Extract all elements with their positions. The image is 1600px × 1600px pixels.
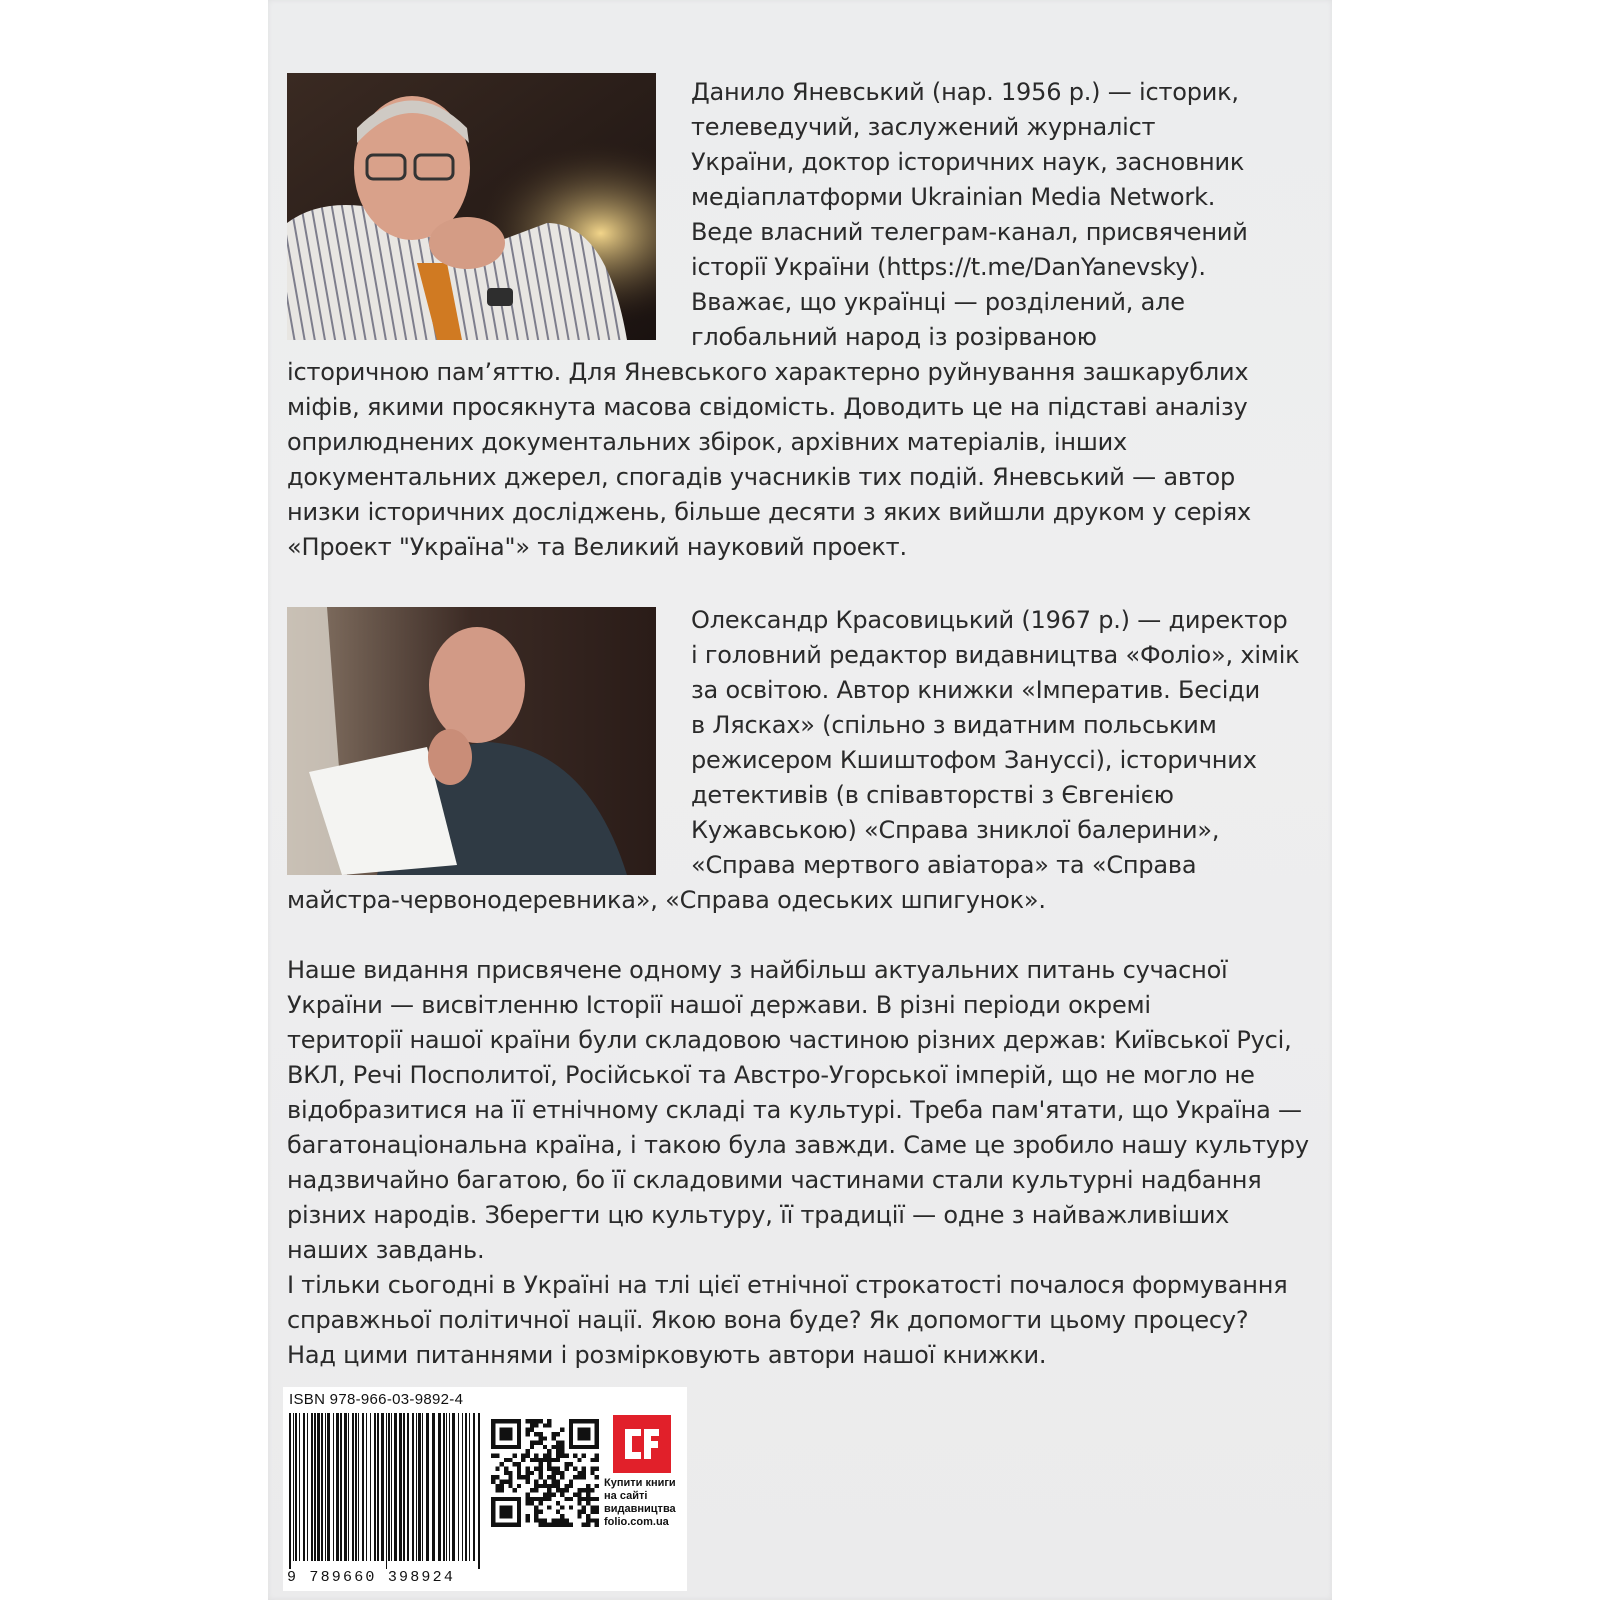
ean-digits: 9 789660 398924 (287, 1569, 456, 1586)
ean-barcode (287, 1413, 483, 1569)
barcode-panel (283, 1387, 687, 1591)
book-annotation: Наше видання присвячене одному з найбільш актуальних питань сучасної України — висвітленню Історії нашої держави. В різні періоди окремі території нашої країни були складовою частиною різних держав: Київської Русі, ВКЛ, Речі Посполитої, Російської та Австро-Угорської імперій, що не могло не відобразитися на її етнічному складі та культурі. Треба пам'ятати, що Україна — багатонаціональна країна, і такою була завжди. Саме це зробило нашу культуру надзвичайно багатою, бо її складовими частинами стали культурні надбання різних народів. Зберегти цю культуру, її традиції — одне з найважливіших наших завдань. І тільки сьогодні в Україні на тлі цієї етнічної строкатості почалося формування справжньої політичної нації. Якою вона буде? Як допомогти цьому процесу? Над цими питаннями і розмірковують автори нашої книжки. (287, 956, 1309, 1369)
isbn-label: ISBN 978-966-03-9892-4 (289, 1391, 464, 1408)
author2-bio-bottom: майстра-червонодеревника», «Справа одеських шпигунок». (287, 886, 1046, 914)
author1-bio-bottom: історичною пам’яттю. Для Яневського характерно руйнування зашкарублих міфів, якими просякнута масова свідомість. Доводить це на підставі аналізу оприлюднених документальних збірок, архівних матеріалів, інших документальних джерел, спогадів учасників тих подій. Яневський — автор низки історичних досліджень, більше десяти з яких вийшли друком у серіях «Проект "Україна"» та Великий науковий проект. (287, 358, 1251, 561)
author2-photo (287, 607, 656, 875)
qr-code (491, 1419, 599, 1527)
author1-photo (287, 73, 656, 340)
author1-bio-top: Данило Яневський (нар. 1956 р.) — історик, телеведучий, заслужений журналіст України, доктор історичних наук, засновник медіаплатформи Ukrainian Media Network. Веде власний телеграм-канал, присвячений історії України (https://t.me/DanYanevsky). Вважає, що українці — розділений, але глобальний народ із розірваною (691, 78, 1248, 351)
publisher-caption: Купити книги на сайті видавництва folio.com.ua (604, 1477, 676, 1528)
folio-logo (613, 1415, 671, 1473)
author2-bio-top: Олександр Красовицький (1967 р.) — директор і головний редактор видавництва «Фоліо», хімік за освітою. Автор книжки «Імператив. Бесіди в Лясках» (спільно з видатним польським режисером Кшиштофом Занусcі), історичних детективів (в співавторстві з Євгенією Кужавською) «Справа зниклої балерини», «Справа мертвого авіатора» та «Справа (691, 606, 1300, 879)
